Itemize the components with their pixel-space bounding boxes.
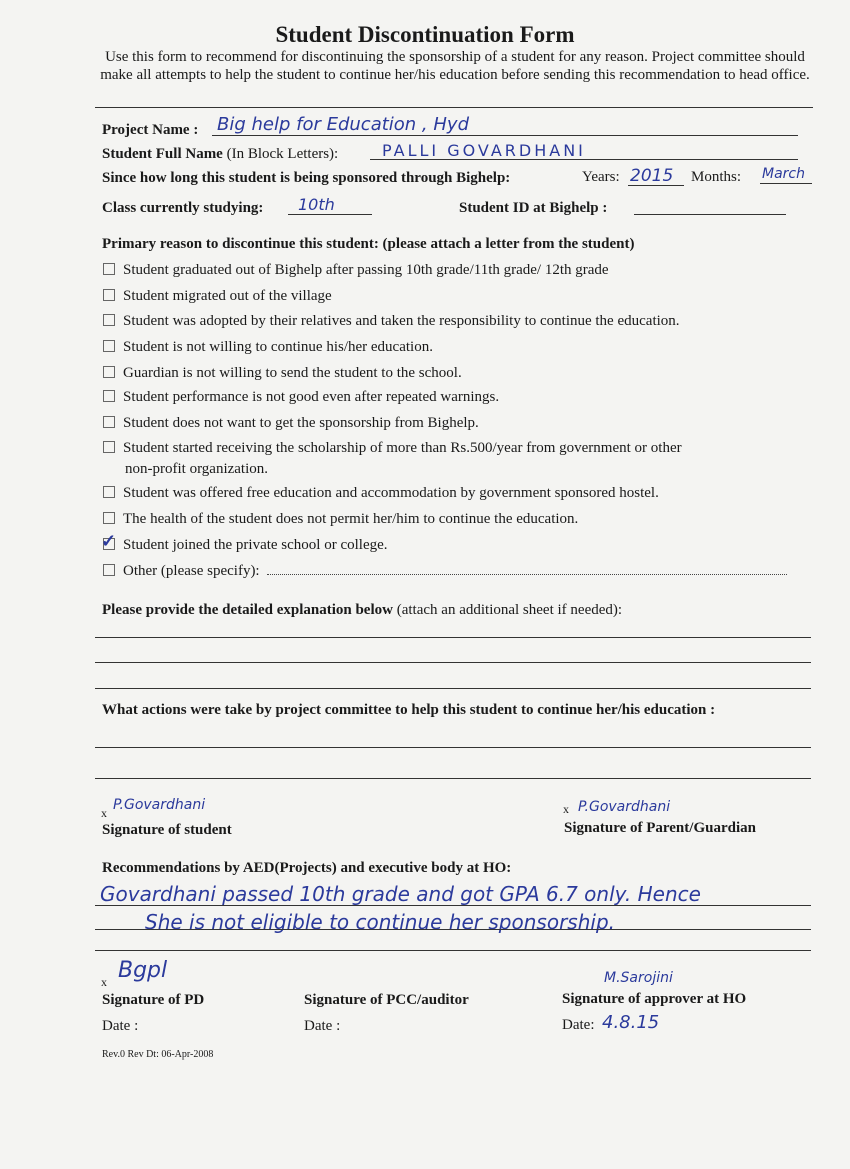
reason-not-willing-student[interactable] xyxy=(103,339,433,356)
approver-signature-label: Signature of approver at HO xyxy=(562,991,747,1007)
reason-label: Student joined the private school or college. xyxy=(123,537,388,553)
years-value: 2015 xyxy=(630,166,674,186)
reason-performance[interactable] xyxy=(103,389,499,406)
checkbox[interactable] xyxy=(103,416,115,428)
reason-label: Student was offered free education and accommodation by government sponsored hostel. xyxy=(123,485,659,501)
reason-label: Student does not want to get the sponsorship from Bighelp. xyxy=(123,415,479,431)
form-title: Student Discontinuation Form xyxy=(275,22,575,47)
reason-label: Student performance is not good even after repeated warnings. xyxy=(123,389,500,405)
since-label: Since how long this student is being sponsored through Bighelp: xyxy=(102,170,511,186)
pd-date-label: Date : xyxy=(102,1018,139,1034)
reason-not-willing-guardian[interactable] xyxy=(103,365,462,382)
recommendation-line-1: Govardhani passed 10th grade and got GPA 6.7 only. Hence xyxy=(100,882,701,906)
reason-label: The health of the student does not permit her/him to continue the education. xyxy=(123,511,579,527)
revision-note: Rev.0 Rev Dt: 06-Apr-2008 xyxy=(102,1049,214,1060)
x-mark: x xyxy=(563,802,569,816)
reason-label: Guardian is not willing to send the student to the school. xyxy=(123,365,462,381)
reason-label: Student is not willing to continue his/her education. xyxy=(123,339,433,355)
explanation-hint: (attach an additional sheet if needed): xyxy=(396,602,623,618)
pcc-date-label: Date : xyxy=(304,1018,341,1034)
months-label: Months: xyxy=(691,169,742,185)
full-name-value: PALLI GOVARDHANI xyxy=(382,141,586,160)
reason-migrated[interactable] xyxy=(103,288,332,305)
checkbox[interactable] xyxy=(103,564,115,576)
months-field[interactable] xyxy=(760,166,812,184)
parent-signature-label: Signature of Parent/Guardian xyxy=(564,820,756,836)
explanation-heading: Please provide the detailed explanation below xyxy=(102,602,393,618)
class-value: 10th xyxy=(298,195,335,214)
reason-label: Student migrated out of the village xyxy=(123,288,332,304)
actions-heading: What actions were take by project committee to help this student to continue her/his education : xyxy=(102,702,716,718)
reason-adopted[interactable] xyxy=(103,313,680,330)
full-name-hint: (In Block Letters): xyxy=(226,146,339,162)
student-id-field[interactable] xyxy=(634,198,786,215)
explanation-line[interactable] xyxy=(95,688,811,689)
checkbox[interactable] xyxy=(103,486,115,498)
reason-label: Student graduated out of Bighelp after passing 10th grade/11th grade/ 12th grade xyxy=(123,262,609,278)
checkbox[interactable] xyxy=(103,263,115,275)
recommendation-rule xyxy=(95,950,811,951)
class-field[interactable] xyxy=(288,195,372,215)
explanation-heading-wrap xyxy=(102,602,622,619)
student-signature-label: Signature of student xyxy=(102,822,232,838)
checkbox[interactable] xyxy=(103,366,115,378)
other-specify-field[interactable] xyxy=(267,574,787,575)
recommendations-heading: Recommendations by AED(Projects) and executive body at HO: xyxy=(102,860,512,876)
full-name-field[interactable] xyxy=(370,143,798,160)
checkbox[interactable] xyxy=(103,289,115,301)
pd-signature[interactable]: Bgpl xyxy=(118,958,168,983)
checkbox[interactable] xyxy=(103,512,115,524)
student-id-label: Student ID at Bighelp : xyxy=(459,200,608,216)
reason-private-school[interactable] xyxy=(103,537,388,554)
checkbox[interactable] xyxy=(103,340,115,352)
checkbox[interactable] xyxy=(103,441,115,453)
recommendation-rule xyxy=(95,929,811,930)
header-divider xyxy=(95,107,813,108)
full-name-label-wrap xyxy=(102,146,338,163)
checkbox[interactable] xyxy=(103,390,115,402)
project-name-label: Project Name : xyxy=(102,122,199,138)
months-value: March xyxy=(762,166,805,182)
reason-label: Student started receiving the scholarship of more than Rs.500/year from government or other xyxy=(123,440,682,456)
check-mark-icon: ✓ xyxy=(101,531,117,551)
full-name-label: Student Full Name xyxy=(102,146,223,162)
years-label: Years: xyxy=(582,169,620,185)
class-label: Class currently studying: xyxy=(102,200,264,216)
project-name-value: Big help for Education , Hyd xyxy=(217,114,469,135)
approver-date-label: Date: xyxy=(562,1017,595,1033)
reason-health[interactable] xyxy=(103,511,578,528)
reasons-heading: Primary reason to discontinue this student: (please attach a letter from the student) xyxy=(102,236,635,252)
student-signature[interactable]: P.Govardhani xyxy=(113,797,206,813)
years-field[interactable] xyxy=(628,168,684,186)
reason-no-sponsorship[interactable] xyxy=(103,415,479,432)
actions-line[interactable] xyxy=(95,747,811,748)
reason-scholarship[interactable] xyxy=(103,440,682,457)
explanation-line[interactable] xyxy=(95,662,811,663)
x-mark: x xyxy=(101,806,107,820)
checkbox[interactable] xyxy=(103,314,115,326)
recommendation-rule xyxy=(95,905,811,906)
reason-hostel[interactable] xyxy=(103,485,659,502)
explanation-line[interactable] xyxy=(95,637,811,638)
approver-date-value[interactable]: 4.8.15 xyxy=(602,1012,660,1033)
approver-signature[interactable]: M.Sarojini xyxy=(604,970,673,986)
reason-other[interactable] xyxy=(103,563,787,580)
actions-line[interactable] xyxy=(95,778,811,779)
reason-label: Other (please specify): xyxy=(123,563,260,579)
x-mark: x xyxy=(101,975,107,989)
project-name-field[interactable] xyxy=(212,114,798,136)
pd-signature-label: Signature of PD xyxy=(102,992,205,1008)
reason-label: Student was adopted by their relatives and taken the responsibility to continue the education. xyxy=(123,313,680,329)
pcc-signature-label: Signature of PCC/auditor xyxy=(304,992,469,1008)
recommendation-line-2: She is not eligible to continue her sponsorship. xyxy=(145,910,615,934)
reason-graduated[interactable] xyxy=(103,262,609,279)
reason-scholarship-cont: non-profit organization. xyxy=(125,461,269,477)
parent-signature[interactable]: P.Govardhani xyxy=(578,799,671,815)
form-intro: Use this form to recommend for discontinuing the sponsorship of a student for any reason. Project committee should make all attempts to help the student to continue her/his education before sending this recommendation to head office. xyxy=(100,49,810,83)
